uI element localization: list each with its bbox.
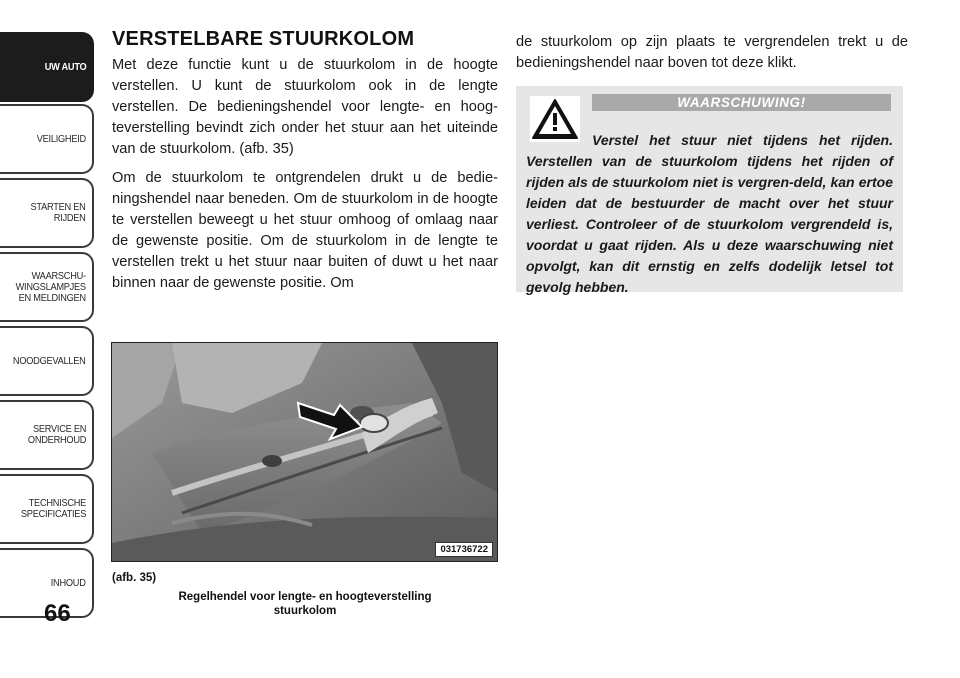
tab-label: INHOUD [51,576,86,589]
figure-caption [112,590,498,618]
paragraph-1: Met deze functie kunt u de stuurkolom in de hoogte verstellen. U kunt de stuurkolom ook in de lengte verstellen. De bedieningshendel voor lengte- en hoog-teverstelling bevindt zich onder het stuur aan het uiteinde van de stuurkolom. (afb. 35) [112,57,498,157]
steering-column-illustration [112,343,498,562]
right-column [516,32,908,82]
tab-label: NOODGEVALLEN [13,354,86,367]
figure-reference: (afb. 35) [112,572,157,584]
tab-label: SERVICE EN ONDERHOUD [27,423,86,446]
figure-photo [111,342,498,562]
tab-label: STARTEN EN RIJDEN [30,201,86,224]
section-heading: VERSTELBARE STUURKOLOM [112,28,415,50]
figure-caption-line-2: stuurkolom [273,605,337,617]
tab-waarschuwingslampjes[interactable] [0,252,94,322]
tab-label: VEILIGHEID [36,132,86,145]
warning-title: WAARSCHUWING! [592,94,891,111]
warning-box [516,86,903,295]
tab-service-en-onderhoud[interactable] [0,400,94,470]
tab-label: TECHNISCHE SPECIFICATIES [20,497,86,520]
tab-starten-en-rijden[interactable] [0,178,94,248]
chapter-tabs [0,0,98,640]
figure-caption-line-1: Regelhendel voor lengte- en hoogteverstelling [178,591,432,603]
warning-text: Verstel het stuur niet tijdens het rijden. Verstellen van de stuurkolom tijdens het rijden of rijden als de stuurkolom niet is vergren-deld, kan ertoe leiden dat de bestuurder de macht over het stuur verliest. Controleer of de stuurkolom vergrendeld is, voordat u gaat rijden. Als u deze waarschuwing niet opvolgt, kan dit ernstig en zelfs dodelijk letsel tot gevolg hebben. [526,132,893,295]
page-number: 66 [44,600,71,627]
tab-veiligheid[interactable] [0,104,94,174]
paragraph-2: Om de stuurkolom te ontgrendelen drukt u de bedie-ningshendel naar beneden. Om de stuurkolom in de hoogte te verstellen beweegt u het stuur omhoog of omlaag naar de gewenste positie. Om de stuurkolom in de lengte te verstellen trekt u het stuur naar buiten of duwt u het naar binnen naar de gewenste positie. Om [112,170,498,291]
tab-noodgevallen[interactable] [0,326,94,396]
paragraph-3: de stuurkolom op zijn plaats te vergrendelen trekt u de bedieningshendel naar boven tot deze klikt. [516,34,908,71]
tab-label: UW AUTO [44,60,86,73]
tab-label: WAARSCHU- WINGSLAMPJES EN MELDINGEN [15,269,86,304]
tab-technische-specificaties[interactable] [0,474,94,544]
left-column [112,28,498,302]
tab-uw-auto[interactable] [0,32,94,102]
figure-code: 031736722 [435,542,493,557]
